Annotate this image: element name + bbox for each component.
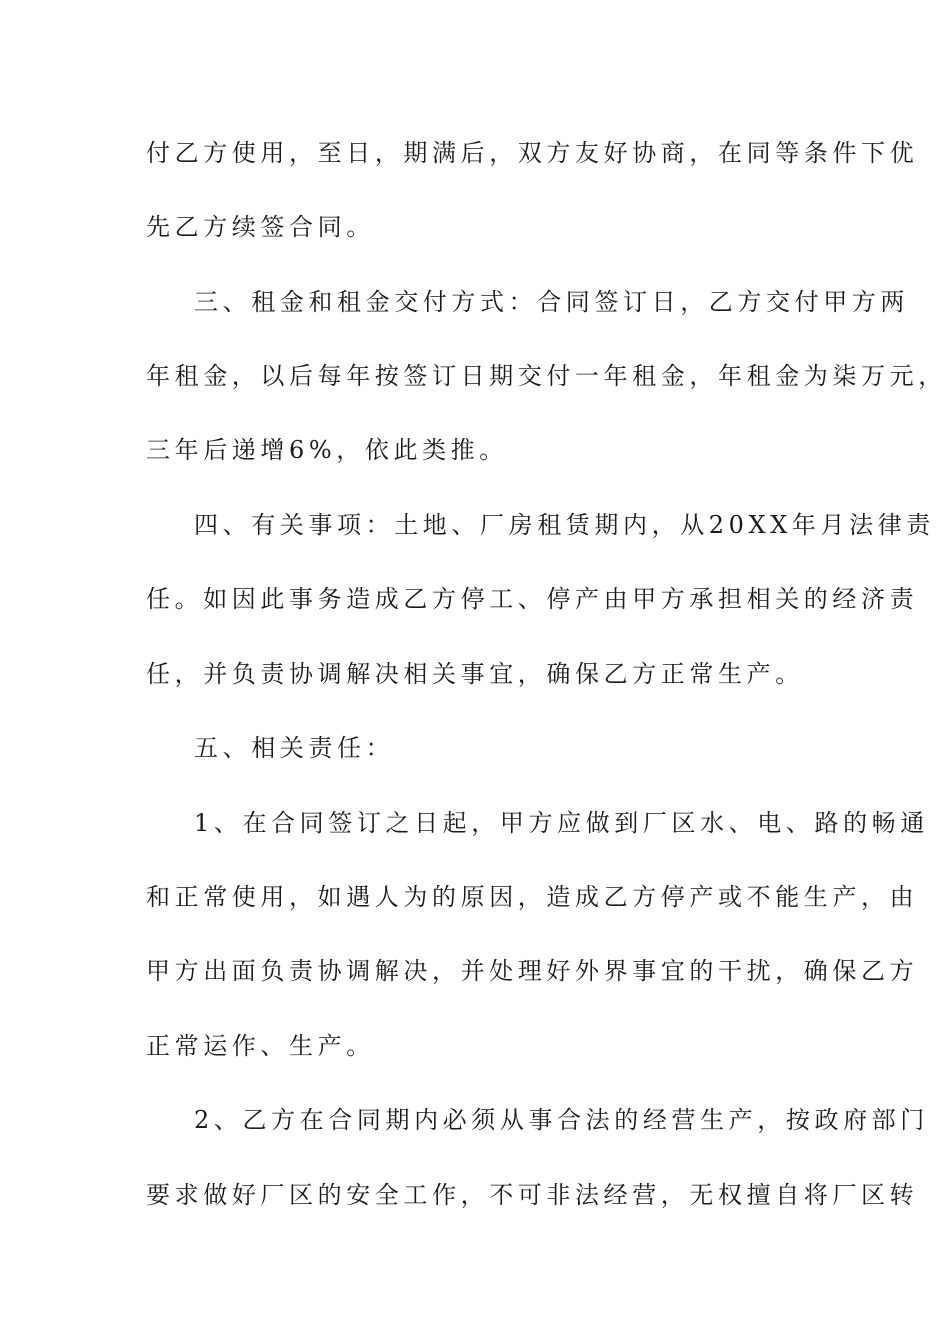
text-line: 要求做好厂区的安全工作，不可非法经营，无权擅自将厂区转 <box>146 1181 919 1209</box>
list-item: 1、在合同签订之日起，甲方应做到厂区水、电、路的畅通 <box>194 809 929 837</box>
paragraph-heading: 三、租金和租金交付方式：合同签订日，乙方交付甲方两 <box>194 288 909 316</box>
text-line: 任。如因此事务造成乙方停工、停产由甲方承担相关的经济责 <box>146 585 919 613</box>
text-line: 三年后递增6%，依此类推。 <box>146 436 508 464</box>
text-line: 正常运作、生产。 <box>146 1032 375 1060</box>
paragraph-heading: 四、有关事项：土地、厂房租赁期内，从20XX年月法律责 <box>194 511 935 539</box>
text-line: 任，并负责协调解决相关事宜，确保乙方正常生产。 <box>146 660 804 688</box>
text-line: 先乙方续签合同。 <box>146 213 375 241</box>
section-heading: 五、相关责任： <box>194 734 395 762</box>
text-line: 甲方出面负责协调解决，并处理好外界事宜的干扰，确保乙方 <box>146 957 919 985</box>
text-line: 付乙方使用，至日，期满后，双方友好协商，在同等条件下优 <box>146 139 919 167</box>
list-item: 2、乙方在合同期内必须从事合法的经营生产，按政府部门 <box>194 1106 929 1134</box>
text-line: 年租金，以后每年按签订日期交付一年租金，年租金为柒万元， <box>146 362 947 390</box>
text-line: 和正常使用，如遇人为的原因，造成乙方停产或不能生产，由 <box>146 883 919 911</box>
